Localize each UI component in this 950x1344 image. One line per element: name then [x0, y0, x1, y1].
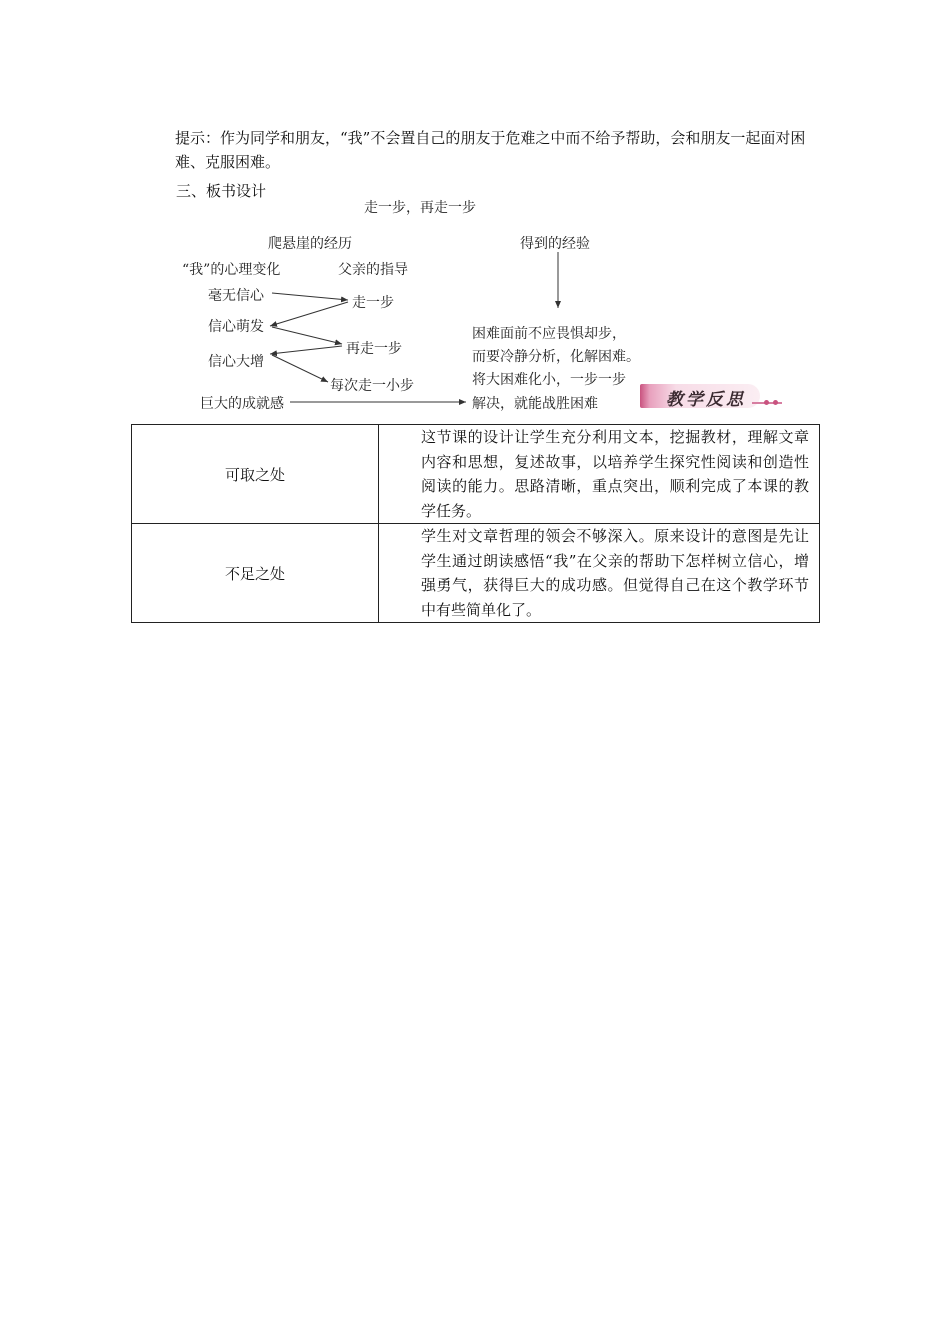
father-step: 再走一步	[346, 341, 402, 357]
arrow-line	[272, 355, 328, 382]
me-state: 巨大的成就感	[200, 396, 284, 412]
table-row	[132, 524, 820, 623]
row-content	[379, 524, 820, 623]
reflection-table	[131, 424, 820, 623]
row-label: 不足之处	[132, 524, 379, 623]
father-step: 走一步	[352, 295, 394, 311]
arrow-line	[272, 327, 342, 344]
row-content	[379, 425, 820, 524]
logo-text: 教学反思	[666, 390, 746, 410]
board-col-father: 父亲的指导	[338, 262, 408, 278]
hint-paragraph	[130, 126, 820, 174]
me-state: 信心萌发	[208, 319, 264, 335]
arrow-line	[270, 346, 342, 354]
logo-dot	[764, 400, 769, 405]
logo-dot	[773, 400, 778, 405]
me-state: 信心大增	[208, 354, 264, 370]
lesson-line: 困难面前不应畏惧却步，	[472, 326, 626, 342]
board-left-heading: 爬悬崖的经历	[268, 236, 352, 252]
board-right-heading: 得到的经验	[520, 236, 590, 252]
row-content-text: 学生对文章哲理的领会不够深入。原来设计的意图是先让学生通过朗读感悟“我”在父亲的帮助下怎样树立信心，增强勇气，获得巨大的成功感。但觉得自己在这个教学环节中有些简单化了。	[421, 527, 809, 619]
lesson-line: 而要冷静分析，化解困难。	[472, 349, 640, 365]
arrow-line	[270, 302, 348, 326]
board-col-me: “我”的心理变化	[182, 262, 281, 278]
row-label: 可取之处	[132, 425, 379, 524]
hint-text: 提示：作为同学和朋友，“我”不会置自己的朋友于危难之中而不给予帮助，会和朋友一起面对困难、克服困难。	[175, 129, 806, 171]
father-step: 每次走一小步	[330, 378, 414, 394]
arrow-line	[272, 293, 348, 300]
lesson-line: 解决，就能战胜困难	[472, 396, 598, 412]
me-state: 毫无信心	[208, 288, 264, 304]
table-row	[132, 425, 820, 524]
reflection-logo	[640, 384, 780, 410]
section-heading: 三、板书设计	[176, 182, 267, 200]
row-content-text: 这节课的设计让学生充分利用文本，挖掘教材，理解文章内容和思想，复述故事，以培养学生探究性阅读和创造性阅读的能力。思路清晰，重点突出，顺利完成了本课的教学任务。	[421, 428, 809, 520]
board-title: 走一步，再走一步	[364, 200, 476, 216]
lesson-line: 将大困难化小，一步一步	[472, 372, 626, 388]
